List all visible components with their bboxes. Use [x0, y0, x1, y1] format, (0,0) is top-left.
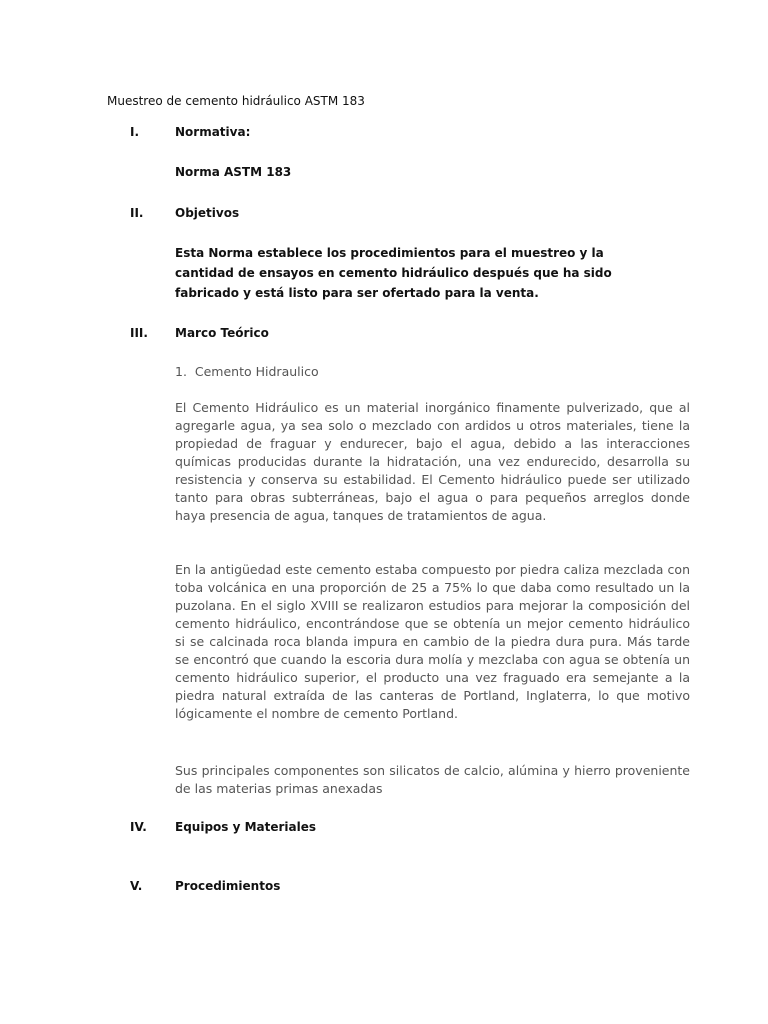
- section-number-5: V.: [130, 879, 143, 893]
- document-title: Muestreo de cemento hidráulico ASTM 183: [107, 94, 365, 108]
- section-heading-equipos: Equipos y Materiales: [175, 820, 317, 834]
- section-heading-marco-teorico: Marco Teórico: [175, 326, 269, 340]
- section-number-4: IV.: [130, 820, 147, 834]
- section-content-normativa: Norma ASTM 183: [175, 165, 292, 179]
- section-number-1: I.: [130, 125, 140, 139]
- section-content-objetivos: Esta Norma establece los procedimientos para el muestreo y la cantidad de ensayos en cemento hidráulico después que ha sido fabricado y está listo para ser ofertado para la venta.: [175, 246, 612, 300]
- section-number-2: II.: [130, 206, 144, 220]
- paragraph-1: El Cemento Hidráulico es un material inorgánico finamente pulverizado, que al agregarle agua, ya sea solo o mezclado con ardidos u otros materiales, tiene la propiedad de fraguar y endurecer, bajo el agua, debido a las interacciones químicas producidas durante la hidratación, una vez endurecido, desarrolla su resistencia y conserva su estabilidad. El Cemento hidráulico puede ser utilizado tanto para obras subterráneas, bajo el agua o para pequeños arreglos donde haya presencia de agua, tanques de tratamientos de agua.: [175, 400, 690, 523]
- paragraph-3: Sus principales componentes son silicatos de calcio, alúmina y hierro proveniente de las materias primas anexadas: [175, 763, 690, 796]
- subsection-heading: [175, 363, 319, 380]
- subsection-number: 1.: [175, 364, 187, 379]
- section-heading-procedimientos: Procedimientos: [175, 879, 281, 893]
- section-number-3: III.: [130, 326, 148, 340]
- section-heading-objetivos: Objetivos: [175, 206, 240, 220]
- paragraph-2: En la antigüedad este cemento estaba compuesto por piedra caliza mezclada con toba volcánica en una proporción de 25 a 75% lo que daba como resultado un la puzolana. En el siglo XVIII se realizaron estudios para mejorar la composición del cemento hidráulico, encontrándose que se obtenía un mejor cemento hidráulico si se calcinada roca blanda impura en cambio de la piedra dura pura. Más tarde se encontró que cuando la escoria dura molía y mezclaba con agua se obtenía un cemento hidráulico superior, el producto una vez fraguado era semejante a la piedra natural extraída de las canteras de Portland, Inglaterra, lo que motivo lógicamente el nombre de cemento Portland.: [175, 562, 690, 721]
- section-heading-normativa: Normativa:: [175, 125, 251, 139]
- subsection-title: Cemento Hidraulico: [194, 364, 319, 379]
